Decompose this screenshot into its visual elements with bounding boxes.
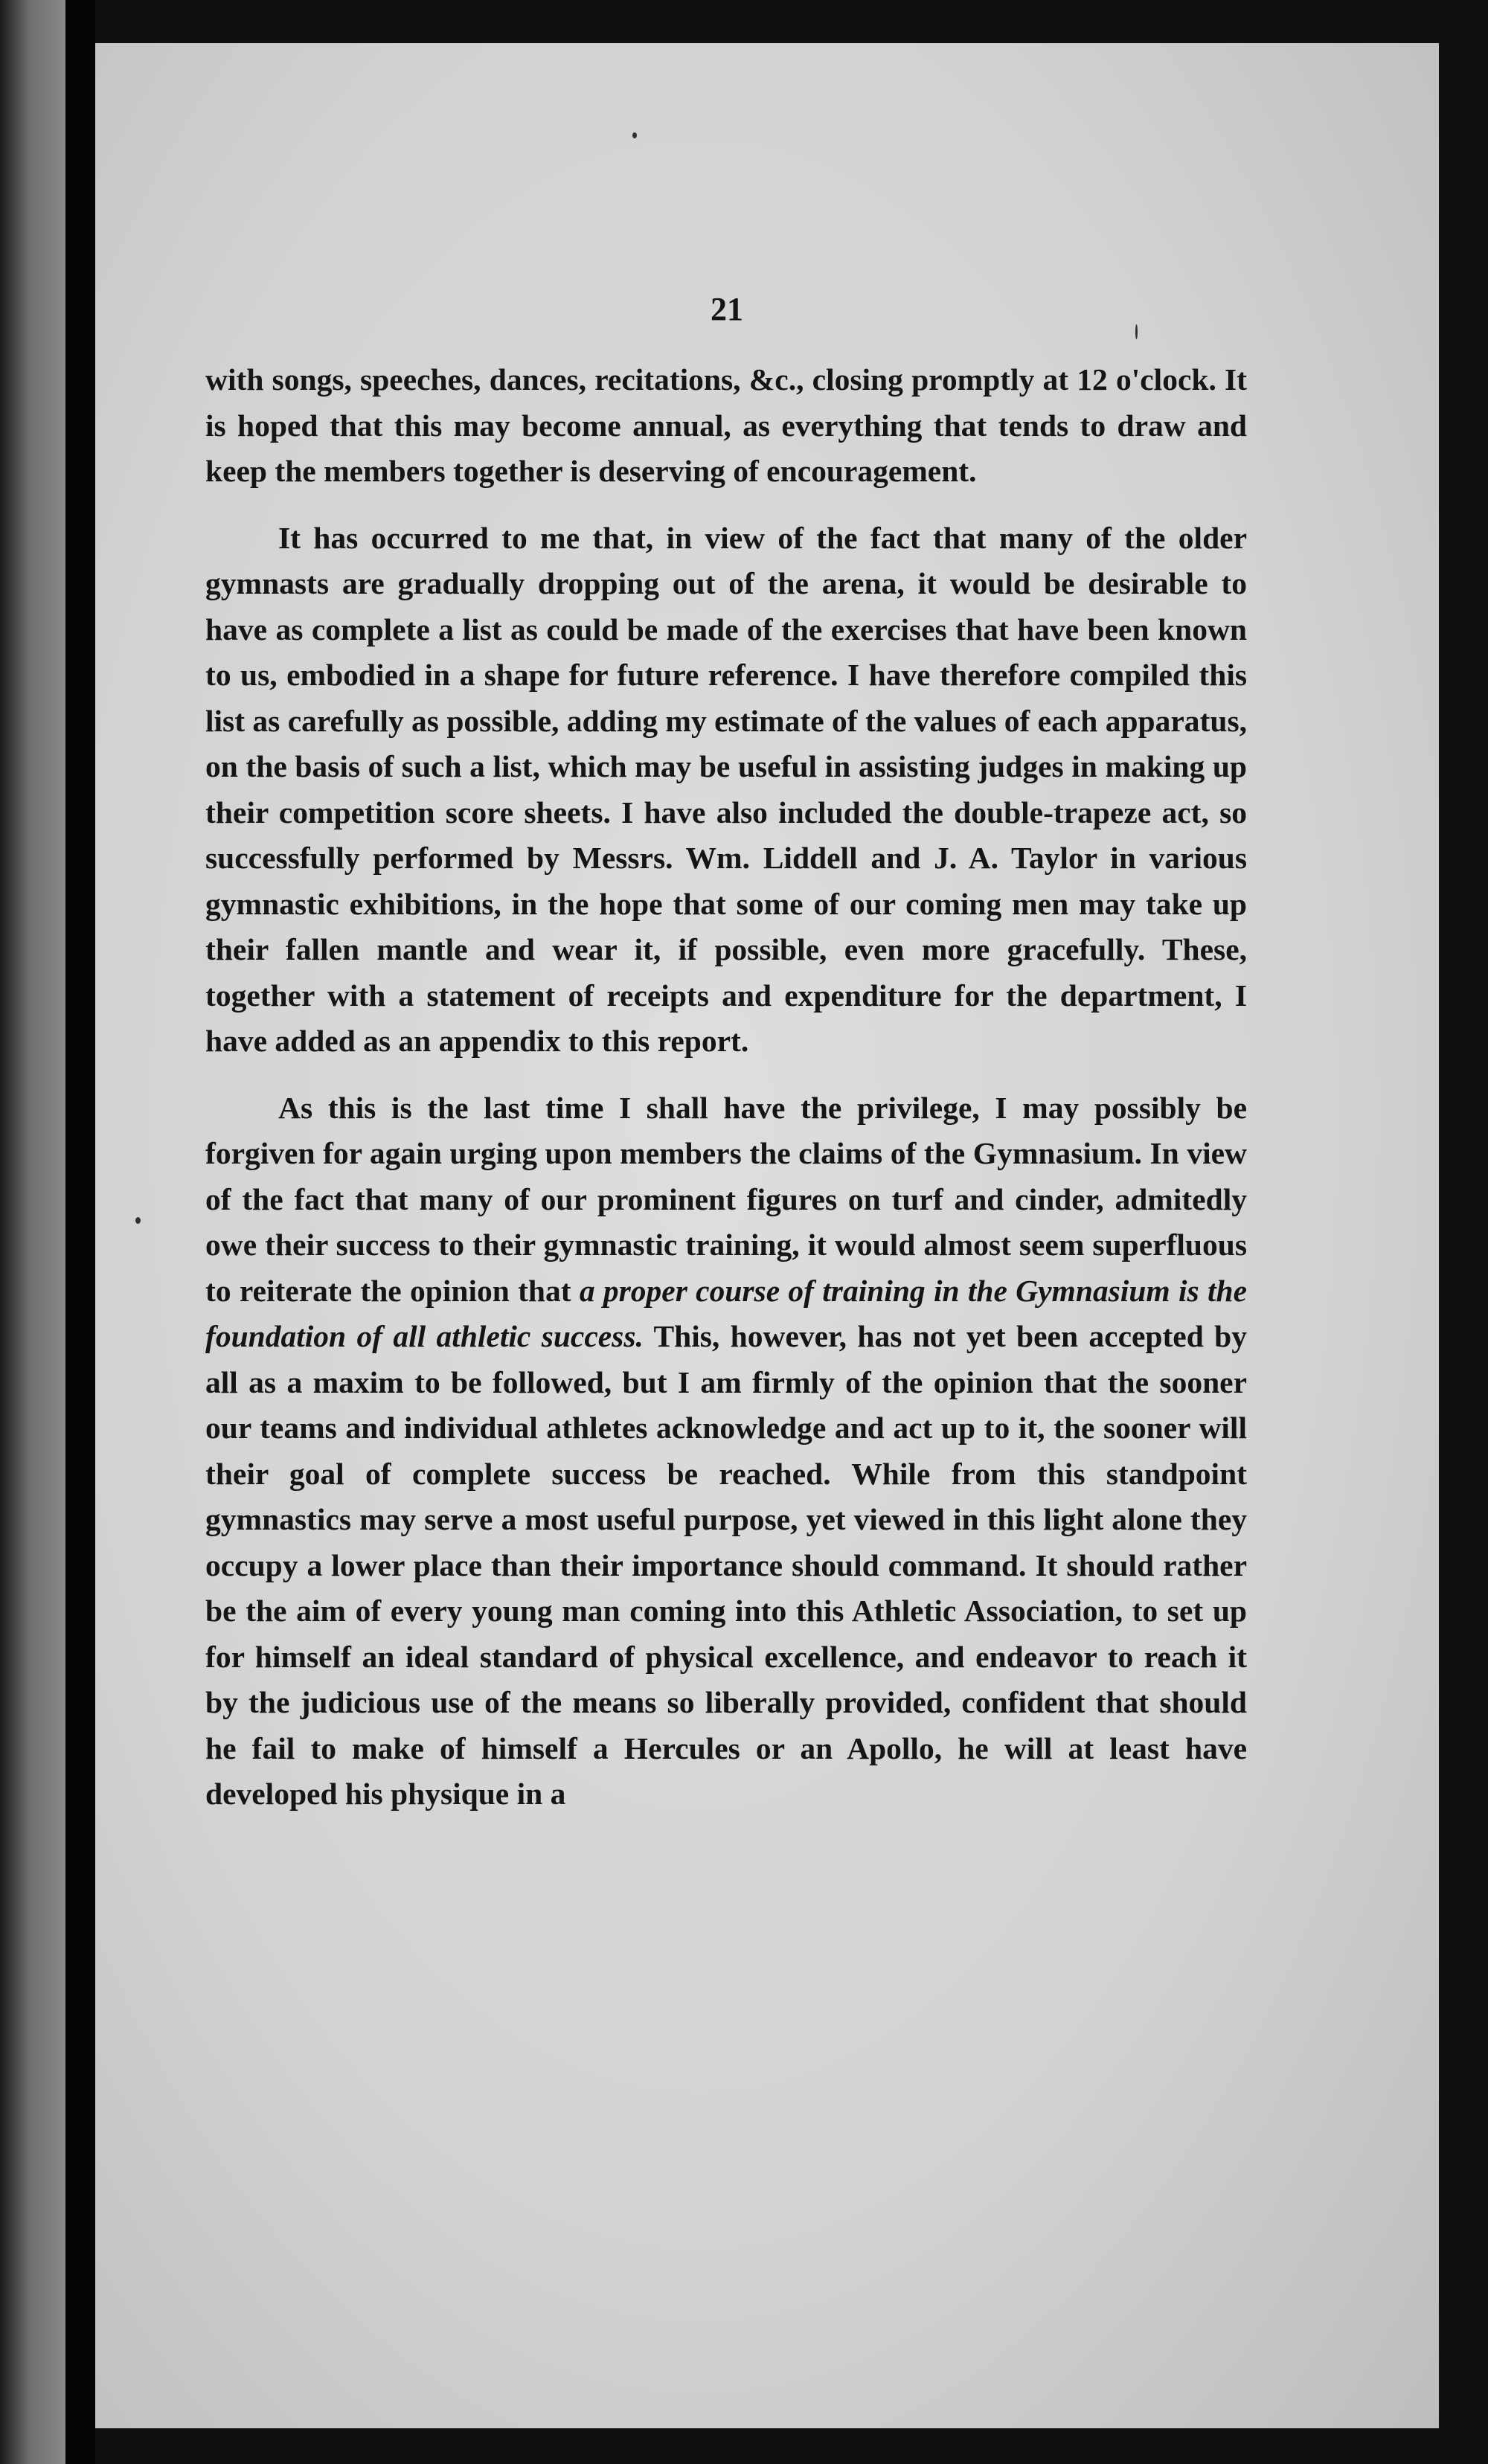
paragraph-3-emphasis: a proper course of training in the Gymnasium is the foundation of all athletic success.	[205, 1273, 1247, 1353]
paragraph-2: It has occurred to me that, in view of the fact that many of the older gymnasts are gradually dropping out of the arena, it would be desirable to have as complete a list as could be made of the exercises that have been known to us, embodied in a shape for future reference. I have therefore compiled this list as carefully as possible, adding my estimate of the values of each apparatus, on the basis of such a list, which may be useful in assisting judges in making up their competition score sheets. I have also included the double-trapeze act, so successfully performed by Messrs. Wm. Liddell and J. A. Taylor in various gymnastic exhibitions, in the hope that some of our coming men may take up their fallen mantle and wear it, if possible, even more gracefully. These, together with a statement of receipts and expenditure for the department, I have added as an appendix to this report.	[205, 520, 1247, 1058]
ink-speck	[632, 132, 637, 138]
body-text	[205, 357, 1247, 1817]
paragraph-3-text-after: This, however, has not yet been accepted by all as a maxim to be followed, but I am firmly of the opinion that the sooner our teams and individual athletes acknowledge and act up to it, the sooner will their goal of complete success be reached. While from this standpoint gymnastics may serve a most useful purpose, yet viewed in this light alone they occupy a lower place than their importance should command. It should rather be the aim of every young man coming into this Athletic Association, to set up for himself an ideal standard of physical excellence, and endeavor to reach it by the judicious use of the means so liberally provided, confident that should he fail to make of himself a Hercules or an Apollo, he will at least have developed his physique in a	[205, 1319, 1247, 1811]
adjacent-page-edge	[0, 0, 65, 2464]
book-gutter	[65, 0, 95, 2464]
ink-speck	[135, 1217, 141, 1224]
paragraph-3-text-before: As this is the last time I shall have the privilege, I may possibly be forgiven for again urging upon members the claims of the Gymnasium. In view of the fact that many of our prominent figures on turf and cinder, admitedly owe their success to their gymnastic training, it would almost seem superfluous to reiterate the opinion that	[205, 1090, 1247, 1308]
page-number: 21	[711, 291, 743, 327]
paragraph-1: with songs, speeches, dances, recitations, &c., closing promptly at 12 o'clock. It is hoped that this may become annual, as everything that tends to draw and keep the members together is deserving of encouragement.	[205, 362, 1247, 488]
paragraph-3	[205, 1085, 1247, 1817]
ink-speck	[1135, 324, 1138, 339]
